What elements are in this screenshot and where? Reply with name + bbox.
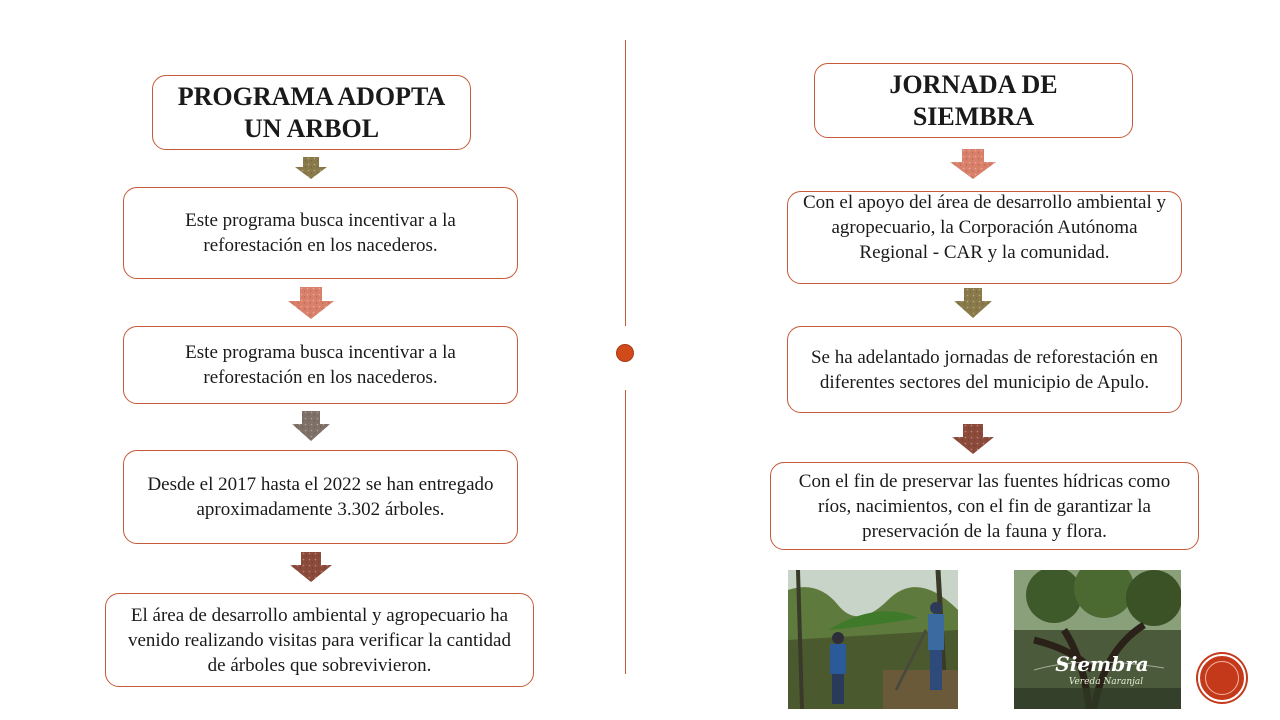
poster-subtitle: Vereda Naranjal (1068, 677, 1144, 687)
right-step-1: Con el apoyo del área de desarrollo ambiental y agropecuario, la Corporación Autónoma Regional - CAR y la comunidad. (787, 191, 1182, 284)
siembra-poster (1014, 570, 1181, 709)
right-title: JORNADA DE SIEMBRA (889, 69, 1058, 131)
down-arrow-icon (290, 552, 332, 582)
planting-photo (788, 570, 958, 709)
down-arrow-icon (292, 411, 330, 441)
left-step-4: El área de desarrollo ambiental y agropecuario ha venido realizando visitas para verificar la cantidad de árboles que sobrevivieron. (105, 593, 534, 687)
right-title-box (814, 63, 1133, 138)
down-arrow-icon (295, 157, 327, 179)
next-slide-button[interactable] (1198, 654, 1246, 702)
left-title: PROGRAMA ADOPTA UN ARBOL (177, 81, 446, 143)
left-step-2: Este programa busca incentivar a la reforestación en los nacederos. (123, 326, 518, 404)
right-step-3: Con el fin de preservar las fuentes hídricas como ríos, nacimientos, con el fin de garantizar la preservación de la fauna y flora. (770, 462, 1199, 550)
down-arrow-icon (950, 149, 996, 179)
right-step-2: Se ha adelantado jornadas de reforestación en diferentes sectores del municipio de Apulo. (787, 326, 1182, 413)
divider-bottom (625, 390, 626, 674)
divider-top (625, 40, 626, 326)
down-arrow-icon (954, 288, 992, 318)
down-arrow-icon (288, 287, 334, 319)
down-arrow-icon (952, 424, 994, 454)
left-step-3: Desde el 2017 hasta el 2022 se han entregado aproximadamente 3.302 árboles. (123, 450, 518, 544)
left-title-box (152, 75, 471, 150)
left-step-1: Este programa busca incentivar a la reforestación en los nacederos. (123, 187, 518, 279)
poster-title: Siembra (1055, 652, 1149, 676)
divider-dot (616, 344, 634, 362)
